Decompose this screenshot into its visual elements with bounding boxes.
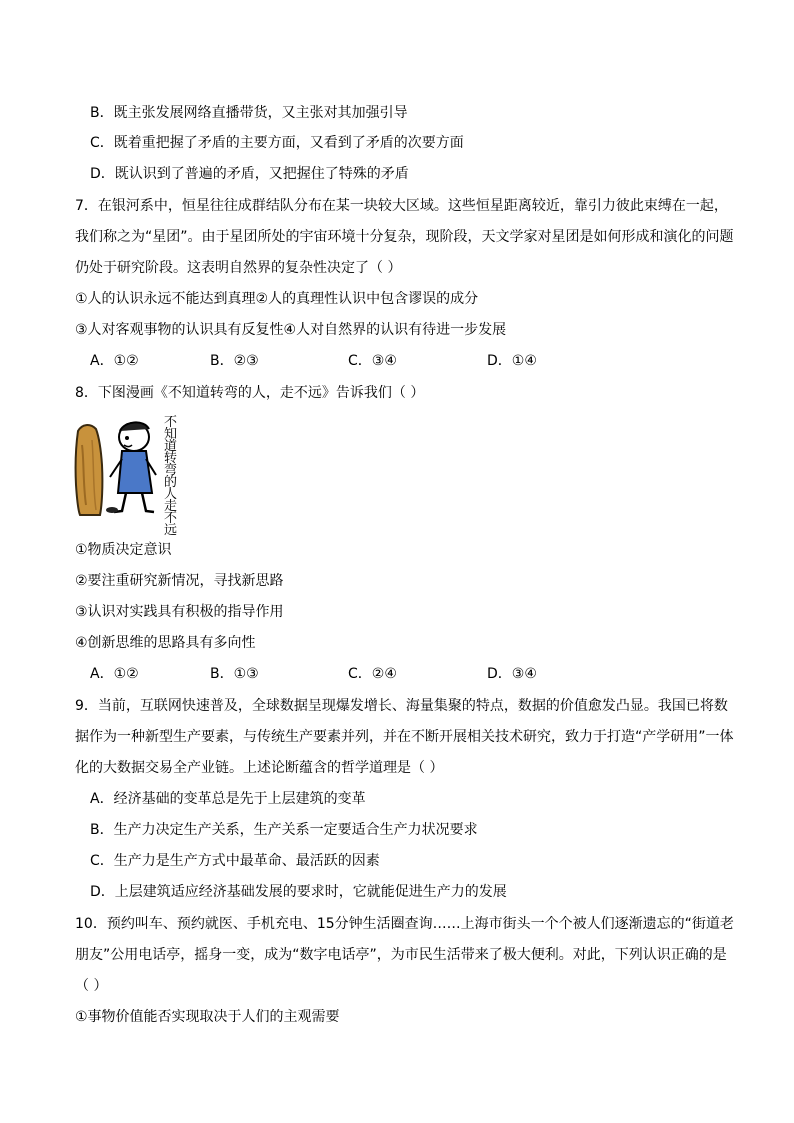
q10-statement-1: ①事物价值能否实现取决于人们的主观需要 (75, 1009, 340, 1025)
q7-stem-line1: 7．在银河系中，恒星往往成群结队分布在某一块较大区域。这些恒星距离较近，靠引力彼此束缚在一起， (75, 198, 728, 214)
q6-option-b: B．既主张发展网络直播带货，又主张对其加强引导 (90, 105, 408, 121)
q7-choice-d: D．①④ (487, 353, 537, 369)
cartoon-caption: 不知道转弯的人走不远 (164, 415, 178, 538)
q7-stem-line3: 仍处于研究阶段。这表明自然界的复杂性决定了（ ） (75, 260, 402, 276)
q9-stem-line2: 据作为一种新型生产要素，与传统生产要素并列，并在不断开展相关技术研究，致力于打造“产学研用”一体 (75, 729, 734, 745)
q7-choice-a: A．①② (90, 353, 139, 369)
q8-choice-a: A．①② (90, 666, 139, 682)
q7-statements-line2: ③人对客观事物的认识具有反复性④人对自然界的认识有待进一步发展 (75, 322, 507, 338)
cartoon-image (72, 415, 190, 538)
q10-stem-line3: （ ） (75, 978, 108, 994)
q9-stem-line1: 9．当前，互联网快速普及，全球数据呈现爆发增长、海量集聚的特点，数据的价值愈发凸显。我国已将数 (75, 698, 728, 714)
q7-stem-line2: 我们称之为“星团”。由于星团所处的宇宙环境十分复杂，现阶段，天文学家对星团是如何形成和演化的问题 (75, 229, 734, 245)
q8-statement-2: ②要注重研究新情况，寻找新思路 (75, 573, 284, 589)
q10-stem-line2: 朋友”公用电话亭，摇身一变，成为“数字电话亭”，为市民生活带来了极大便利。对此，下列认识正确的是 (75, 947, 727, 963)
q9-option-b: B．生产力决定生产关系，生产关系一定要适合生产力状况要求 (90, 822, 478, 838)
q10-stem-line1: 10．预约叫车、预约就医、手机充电、15分钟生活圈查询……上海市街头一个个被人们逐渐遗忘的“街道老 (75, 916, 734, 932)
q8-statement-1: ①物质决定意识 (75, 542, 172, 558)
q9-option-a: A．经济基础的变革总是先于上层建筑的变革 (90, 791, 366, 807)
q8-choice-b: B．①③ (210, 666, 259, 682)
q8-statement-3: ③认识对实践具有积极的指导作用 (75, 604, 284, 620)
q8-statement-4: ④创新思维的思路具有多向性 (75, 635, 256, 651)
q9-option-c: C．生产力是生产方式中最革命、最活跃的因素 (90, 853, 380, 869)
q6-option-c: C．既着重把握了矛盾的主要方面，又看到了矛盾的次要方面 (90, 135, 464, 151)
q6-option-d: D．既认识到了普遍的矛盾，又把握住了特殊的矛盾 (90, 166, 409, 182)
q7-choice-c: C．③④ (348, 353, 397, 369)
q9-option-d: D．上层建筑适应经济基础发展的要求时，它就能促进生产力的发展 (90, 884, 507, 900)
q7-choice-b: B．②③ (210, 353, 259, 369)
q8-stem: 8．下图漫画《不知道转弯的人，走不远》告诉我们（ ） (75, 385, 425, 401)
q8-choice-c: C．②④ (348, 666, 397, 682)
q8-choice-d: D．③④ (487, 666, 537, 682)
q7-statements-line1: ①人的认识永远不能达到真理②人的真理性认识中包含谬误的成分 (75, 291, 479, 307)
q9-stem-line3: 化的大数据交易全产业链。上述论断蕴含的哲学道理是（ ） (75, 760, 444, 776)
